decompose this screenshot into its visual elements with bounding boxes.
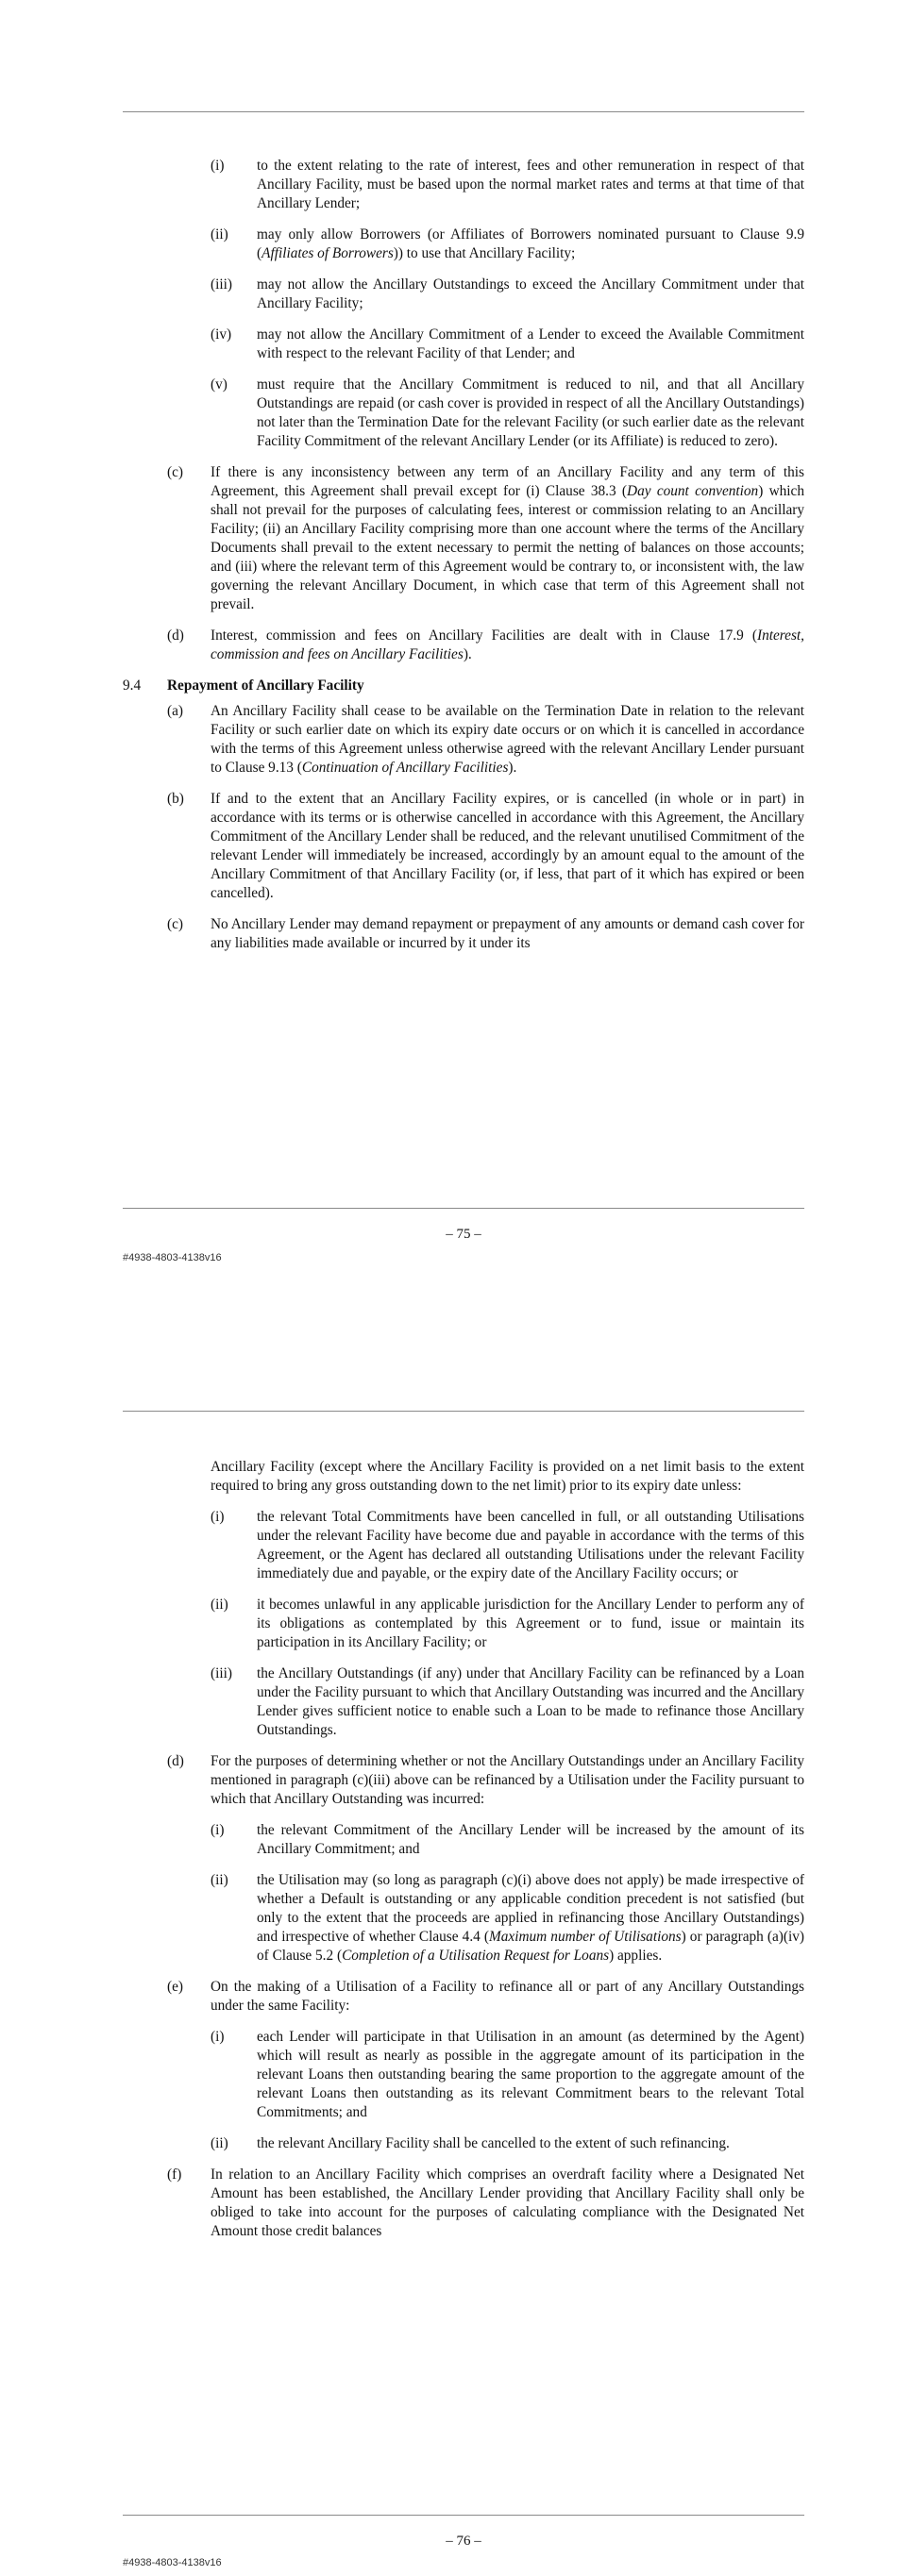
item-number: (ii) bbox=[211, 226, 228, 243]
item-number: (i) bbox=[211, 1822, 225, 1838]
page-75 bbox=[0, 0, 911, 1279]
paragraph-number: (d) bbox=[167, 627, 184, 644]
paragraph-d bbox=[123, 627, 804, 664]
header-rule bbox=[123, 111, 804, 112]
item-number: (iii) bbox=[211, 276, 232, 293]
item-text: must require that the Ancillary Commitment is reduced to nil, and that all Ancillary Outstandings are repaid (or cash cover is provided in respect of all the Ancillary Outstandings) not later than the Termination Date for the relevant Facility (or such earlier date as the relevant Facility Commitment of the relevant Ancillary Lender (or its Affiliate) is reduced to zero). bbox=[257, 376, 804, 449]
item-text: may only allow Borrowers (or Affiliates of Borrowers nominated pursuant to Clause 9.9 (Affiliates of Borrowers)) to use that Ancillary Facility; bbox=[257, 226, 804, 261]
cross-reference: Affiliates of Borrowers bbox=[261, 245, 394, 261]
clause-item-c-i bbox=[123, 1508, 804, 1583]
paragraph-text: An Ancillary Facility shall cease to be available on the Termination Date in relation to the relevant Facility or such earlier date on which its expiry date occurs or on which it is cancelled in accordance with the terms of this Agreement unless otherwise agreed with the relevant Ancillary Lender pursuant to Clause 9.13 (Continuation of Ancillary Facilities). bbox=[211, 703, 804, 776]
clause-item-e-ii bbox=[123, 2134, 804, 2153]
page-number: – 76 – bbox=[446, 2534, 481, 2549]
clause-item-d-i bbox=[123, 1821, 804, 1859]
paragraph-number: (e) bbox=[167, 1979, 183, 1995]
section-heading-9-4 bbox=[123, 677, 804, 695]
page-76-body bbox=[123, 1458, 804, 2253]
item-text: may not allow the Ancillary Outstandings to exceed the Ancillary Commitment under that Ancillary Facility; bbox=[257, 276, 804, 311]
paragraph-text: In relation to an Ancillary Facility which comprises an overdraft facility where a Designated Net Amount has been established, the Ancillary Lender providing that Ancillary Facility shall only be obliged to take into account for the purposes of calculating compliance with the Designated Net Amount those credit balances bbox=[211, 2166, 804, 2239]
paragraph-text: If there is any inconsistency between any term of an Ancillary Facility and any term of this Agreement, this Agreement shall prevail except for (i) Clause 38.3 (Day count convention) which shall not prevail for the purposes of calculating fees, interest or commission relating to an Ancillary Facility; (ii) an Ancillary Facility comprising more than one account where the terms of the Ancillary Documents shall prevail to the extent necessary to permit the netting of balances on those accounts; and (iii) where the relevant term of this Agreement would be contrary to, or inconsistent with, the law governing the relevant Ancillary Document, in which case that term of this Agreement shall not prevail. bbox=[211, 464, 804, 612]
item-text: the relevant Total Commitments have been cancelled in full, or all outstanding Utilisations under the relevant Facility have become due and payable in accordance with the terms of this Agreement, or the Agent has declared all outstanding Utilisations under the relevant Facility immediately due and payable, or the expiry date of the Ancillary Facility occurs; or bbox=[257, 1509, 804, 1581]
item-number: (ii) bbox=[211, 2135, 228, 2151]
cross-reference: Maximum number of Utilisations bbox=[489, 1929, 682, 1945]
paragraph-number: (b) bbox=[167, 791, 184, 807]
page-75-body bbox=[123, 157, 804, 965]
cross-reference: Day count convention bbox=[627, 483, 759, 499]
cross-reference: Completion of a Utilisation Request for Loans bbox=[342, 1948, 610, 1964]
item-number: (v) bbox=[211, 376, 228, 393]
clause-item-i bbox=[123, 157, 804, 213]
item-text: the Ancillary Outstandings (if any) under that Ancillary Facility can be refinanced by a Loan under the Facility pursuant to which that Ancillary Outstanding was incurred and the Ancillary Lender gives sufficient notice to enable such a Loan to be made to refinance those Ancillary Outstandings. bbox=[257, 1665, 804, 1738]
paragraph-a bbox=[123, 702, 804, 778]
item-text: the relevant Commitment of the Ancillary Lender will be increased by the amount of its Ancillary Commitment; and bbox=[257, 1822, 804, 1857]
document-reference: #4938-4803-4138v16 bbox=[123, 1252, 222, 1263]
cross-reference: Continuation of Ancillary Facilities bbox=[301, 760, 509, 776]
clause-item-c-ii bbox=[123, 1596, 804, 1652]
item-number: (i) bbox=[211, 1509, 225, 1525]
continued-paragraph: Ancillary Facility (except where the Ancillary Facility is provided on a net limit basis to the extent required to bring any gross outstanding down to the net limit) prior to its expiry date unless: bbox=[211, 1459, 804, 1494]
clause-item-e-i bbox=[123, 2028, 804, 2122]
clause-item-d-ii bbox=[123, 1871, 804, 1965]
item-number: (iv) bbox=[211, 326, 232, 343]
item-text: may not allow the Ancillary Commitment of a Lender to exceed the Available Commitment with respect to the relevant Facility of that Lender; and bbox=[257, 326, 804, 361]
paragraph-c bbox=[123, 463, 804, 614]
footer-rule bbox=[123, 2515, 804, 2516]
paragraph-text: No Ancillary Lender may demand repayment or prepayment of any amounts or demand cash cover for any liabilities made available or incurred by it under its bbox=[211, 916, 804, 951]
page-76 bbox=[0, 1279, 911, 2576]
clause-item-iii bbox=[123, 276, 804, 313]
item-text: each Lender will participate in that Utilisation in an amount (as determined by the Agent) which will result as nearly as possible in the aggregate amount of its participation in the relevant Loans then outstanding bearing the same proportion to the aggregate amount of the relevant Loans then outstanding as its relevant Commitment bears to the relevant Total Commitments; and bbox=[257, 2029, 804, 2120]
paragraph-text: For the purposes of determining whether or not the Ancillary Outstandings under an Ancillary Facility mentioned in paragraph (c)(iii) above can be refinanced by a Utilisation under the Facility pursuant to which that Ancillary Outstanding was incurred: bbox=[211, 1753, 804, 1807]
clause-item-c-iii bbox=[123, 1664, 804, 1740]
paragraph-text: Interest, commission and fees on Ancillary Facilities are dealt with in Clause 17.9 (Interest, commission and fees on Ancillary Facilities). bbox=[211, 627, 804, 662]
item-text: it becomes unlawful in any applicable jurisdiction for the Ancillary Lender to perform any of its obligations as contemplated by this Agreement or to fund, issue or maintain its participation in its Ancillary Facility; or bbox=[257, 1597, 804, 1650]
clause-item-ii bbox=[123, 226, 804, 263]
section-title: Repayment of Ancillary Facility bbox=[167, 677, 364, 694]
paragraph-text: If and to the extent that an Ancillary Facility expires, or is cancelled (in whole or in part) in accordance with its terms or is otherwise cancelled in accordance with this Agreement, the Ancillary Commitment of the Ancillary Lender shall be reduced, and the relevant unutilised Commitment of the relevant Lender will immediately be increased, accordingly by an amount equal to the amount of the Ancillary Commitment of that Ancillary Facility (or, if less, that part of it which has expired or been cancelled). bbox=[211, 791, 804, 901]
item-number: (i) bbox=[211, 158, 225, 174]
paragraph-number: (a) bbox=[167, 703, 183, 719]
paragraph-d bbox=[123, 1752, 804, 1809]
clause-item-iv bbox=[123, 326, 804, 363]
page-number: – 75 – bbox=[446, 1227, 481, 1242]
paragraph-number: (d) bbox=[167, 1753, 184, 1769]
header-rule bbox=[123, 1411, 804, 1412]
item-text: the Utilisation may (so long as paragraph (c)(i) above does not apply) be made irrespective of whether a Default is outstanding or any applicable condition precedent is not satisfied (but only to the extent that the proceeds are applied in refinancing those Ancillary Outstandings) and irrespective of whether Clause 4.4 (Maximum number of Utilisations) or paragraph (a)(iv) of Clause 5.2 (Completion of a Utilisation Request for Loans) applies. bbox=[257, 1872, 804, 1964]
footer-rule bbox=[123, 1208, 804, 1209]
paragraph-number: (c) bbox=[167, 464, 183, 480]
paragraph-e bbox=[123, 1978, 804, 2016]
item-text: the relevant Ancillary Facility shall be cancelled to the extent of such refinancing. bbox=[257, 2135, 730, 2151]
paragraph-f bbox=[123, 2166, 804, 2241]
paragraph-number: (c) bbox=[167, 916, 183, 932]
item-text: to the extent relating to the rate of interest, fees and other remuneration in respect of that Ancillary Facility, must be based upon the normal market rates and terms at that time of that Ancillary Lender; bbox=[257, 158, 804, 211]
section-number: 9.4 bbox=[123, 677, 142, 694]
item-number: (i) bbox=[211, 2029, 225, 2045]
item-number: (iii) bbox=[211, 1665, 232, 1681]
paragraph-b bbox=[123, 790, 804, 903]
item-number: (ii) bbox=[211, 1597, 228, 1613]
paragraph-text: On the making of a Utilisation of a Facility to refinance all or part of any Ancillary Outstandings under the same Facility: bbox=[211, 1979, 804, 2014]
item-number: (ii) bbox=[211, 1872, 228, 1888]
paragraph-number: (f) bbox=[167, 2166, 182, 2183]
document-reference: #4938-4803-4138v16 bbox=[123, 2557, 222, 2568]
paragraph-c-repayment bbox=[123, 915, 804, 953]
cross-reference: Interest, commission and fees on Ancillary Facilities bbox=[211, 627, 804, 662]
clause-item-v bbox=[123, 376, 804, 451]
